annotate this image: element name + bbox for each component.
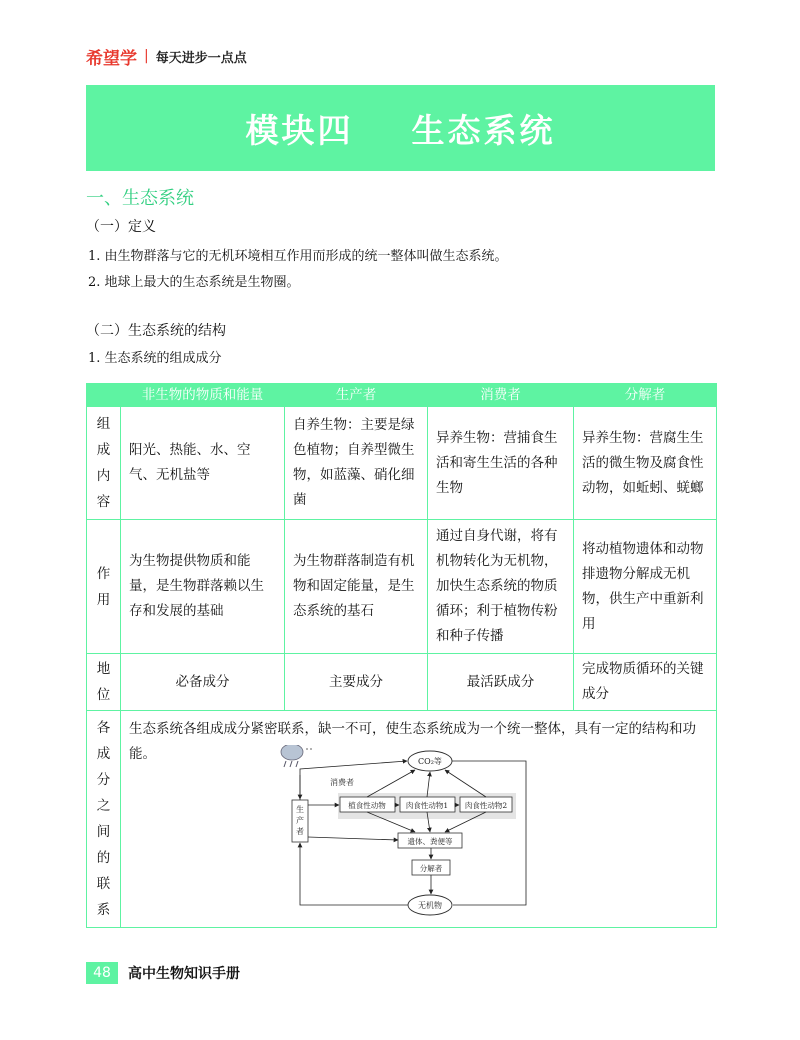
brand-logo: 希望学: [86, 48, 137, 69]
sun-cloud-icon: [281, 745, 312, 767]
subsection-definition-title: （一）定义: [86, 219, 156, 235]
decomposer-label: 分解者: [419, 864, 443, 873]
table-header-cell: 分解者: [574, 384, 717, 407]
table-header-cell: 消费者: [428, 384, 574, 407]
table-cell: 阳光、热能、水、空气、无机盐等: [121, 407, 285, 520]
subsection-structure-title: （二）生态系统的结构: [86, 323, 226, 339]
table-cell: 将动植物遗体和动物排遗物分解成无机物，供生产中重新利用: [574, 520, 717, 654]
structure-line-1: 1. 生态系统的组成成分: [88, 351, 222, 366]
table-header-cell: 生产者: [285, 384, 428, 407]
row-label: 作 用: [87, 520, 121, 654]
table-header-row: [87, 384, 717, 407]
remains-label: 遗体、粪便等: [407, 837, 453, 846]
inorganic-label: 无机物: [418, 901, 442, 910]
row-label: 地 位: [87, 654, 121, 711]
page-number: 48: [86, 962, 118, 984]
table-row: [87, 520, 717, 654]
definition-line-1: 1. 由生物群落与它的无机环境相互作用而形成的统一整体叫做生态系统。: [88, 249, 508, 264]
page-header: [86, 44, 247, 68]
header-slogan: 每天进步一点点: [155, 50, 247, 66]
table-cell: 为生物群落制造有机物和固定能量，是生态系统的基石: [285, 520, 428, 654]
herbivore-label: 植食性动物: [348, 801, 386, 810]
table-header-corner: [87, 384, 121, 407]
carnivore1-label: 肉食性动物1: [405, 801, 449, 810]
definition-line-2: 2. 地球上最大的生态系统是生物圈。: [88, 275, 300, 290]
table-row: [87, 654, 717, 711]
ecosystem-diagram: [280, 745, 530, 920]
carnivore2-label: 肉食性动物2: [464, 801, 508, 810]
table-cell: 通过自身代谢，将有机物转化为无机物，加快生态系统的物质循环；利于植物传粉和种子传播: [428, 520, 574, 654]
row-label: 组 成 内 容: [87, 407, 121, 520]
producer-label: 生: [296, 805, 304, 814]
book-title: 高中生物知识手册: [128, 966, 240, 982]
table-cell: 最活跃成分: [428, 654, 574, 711]
module-title: 模块四 生态系统: [245, 110, 556, 150]
table-cell: 完成物质循环的关键成分: [574, 654, 717, 711]
page-footer: [86, 962, 240, 984]
producer-label: 产: [296, 816, 304, 825]
relationship-text: 生态系统各组成成分紧密联系，缺一不可，使生态系统成为一个统一整体，具有一定的结构和功能。: [129, 721, 696, 762]
table-cell: 自养生物：主要是绿色植物；自养型微生物，如蓝藻、硝化细菌: [285, 407, 428, 520]
table-cell: 为生物提供物质和能量，是生物群落赖以生存和发展的基础: [121, 520, 285, 654]
table-row: [87, 407, 717, 520]
table-cell: 必备成分: [121, 654, 285, 711]
section-heading: 一、生态系统: [86, 188, 194, 209]
co2-label: CO₂等: [418, 757, 442, 766]
consumer-label: 消费者: [330, 778, 354, 787]
header-separator: |: [144, 48, 149, 64]
producer-label: 者: [296, 827, 304, 836]
table-cell: 异养生物：营腐生生活的微生物及腐食性动物，如蚯蚓、蜣螂: [574, 407, 717, 520]
table-cell: 异养生物：营捕食生活和寄生生活的各种生物: [428, 407, 574, 520]
row-label: 各 成 分 之 间 的 联 系: [87, 711, 121, 928]
table-cell: 主要成分: [285, 654, 428, 711]
table-header-cell: 非生物的物质和能量: [121, 384, 285, 407]
module-banner: [86, 85, 715, 171]
